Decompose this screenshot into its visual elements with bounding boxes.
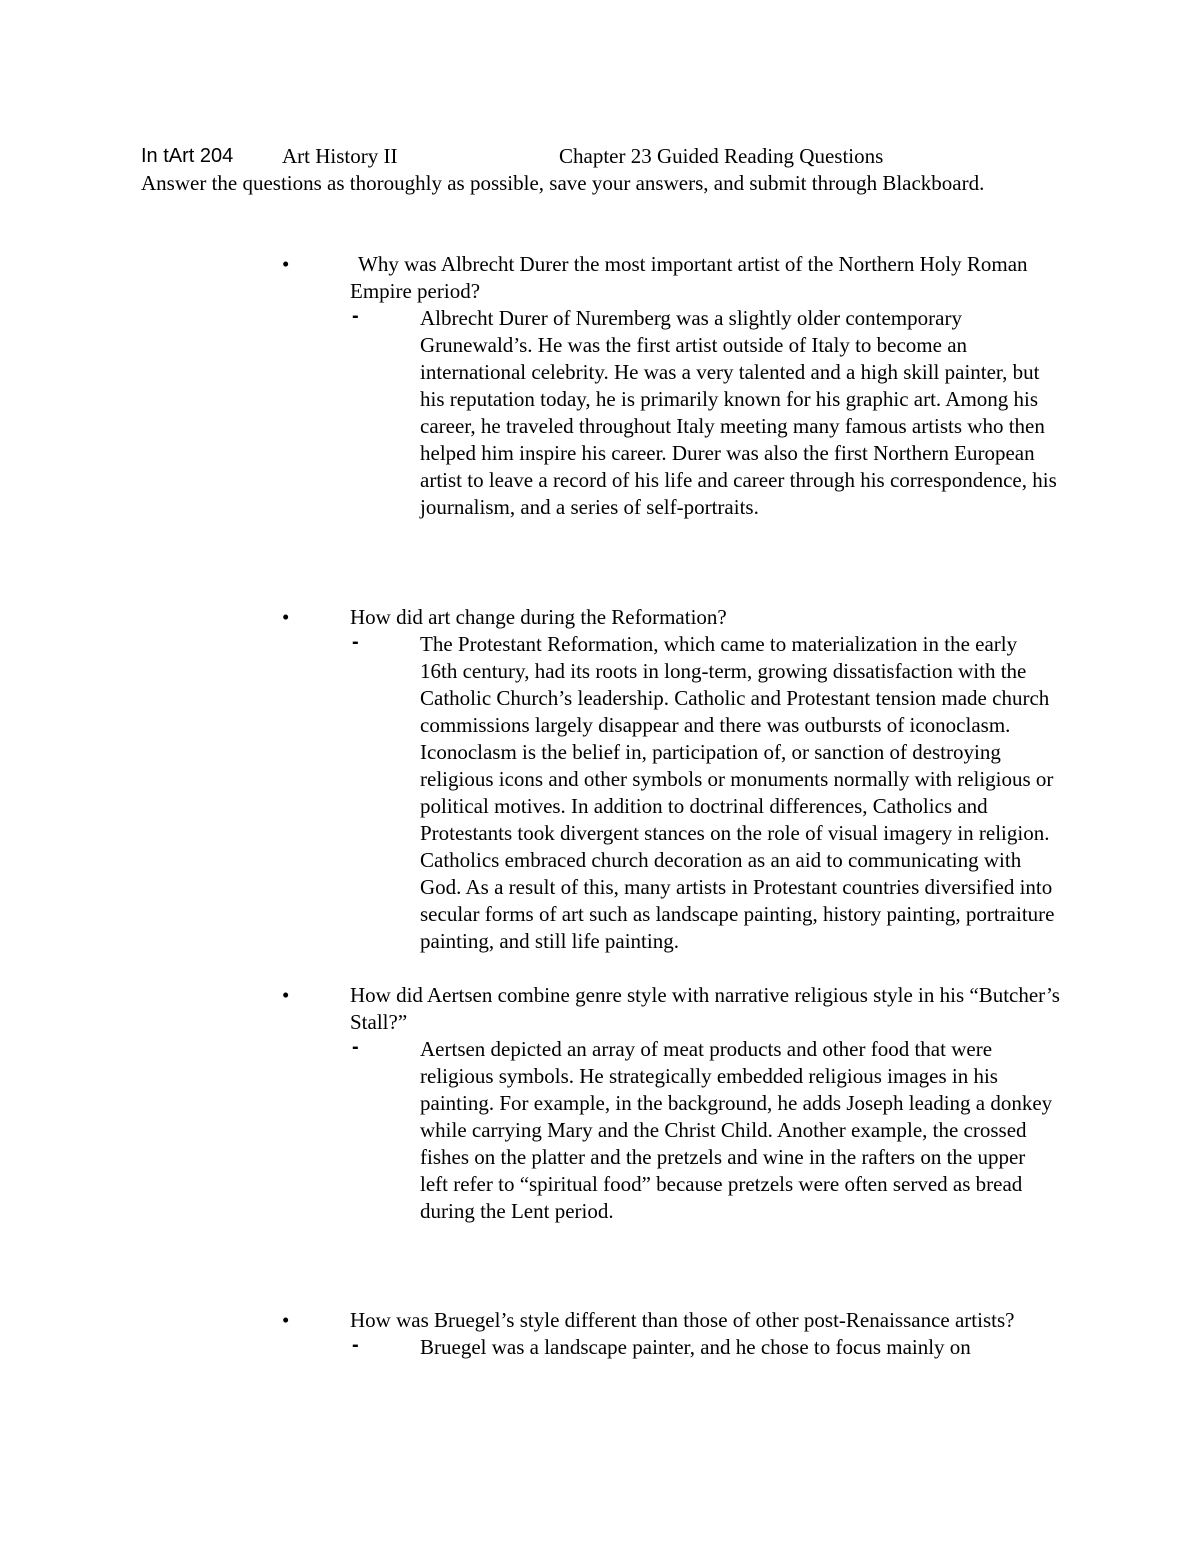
- bullet-icon: •: [282, 983, 290, 1007]
- answer-3: [282, 1036, 1057, 1225]
- dash-icon: -: [352, 631, 359, 653]
- answer-2: [282, 631, 1057, 955]
- question-text: How was Bruegel’s style different than those of other post-Renaissance artists?: [350, 1308, 1015, 1332]
- question-text: How did art change during the Reformation?: [350, 605, 727, 629]
- chapter-title: Chapter 23 Guided Reading Questions: [559, 144, 884, 168]
- question-4: [212, 1307, 1062, 1334]
- answer-4: [282, 1334, 1057, 1361]
- question-block-1: [212, 251, 1062, 521]
- answer-text: Albrecht Durer of Nuremberg was a slightly older contemporary Grunewald’s. He was the first artist outside of Italy to become an international celebrity. He was a very talented and a high skill painter, but his reputation today, he is primarily known for his graphic art. Among his career, he traveled throughout Italy meeting many famous artists who then helped him inspire his career. Durer was also the first Northern European artist to leave a record of his life and career through his correspondence, his journalism, and a series of self-portraits.: [420, 306, 1057, 519]
- header-line: [141, 143, 1021, 170]
- answer-1: [282, 305, 1057, 521]
- question-2: [212, 604, 1062, 631]
- answer-text: The Protestant Reformation, which came to materialization in the early 16th century, had its roots in long-term, growing dissatisfaction with the Catholic Church’s leadership. Catholic and Protestant tension made church commissions largely disappear and there was outbursts of iconoclasm. Iconoclasm is the belief in, participation of, or sanction of destroying religious icons and other symbols or monuments normally with religious or political motives. In addition to doctrinal differences, Catholics and Protestants took divergent stances on the role of visual imagery in religion. Catholics embraced church decoration as an aid to communicating with God. As a result of this, many artists in Protestant countries diversified into secular forms of art such as landscape painting, history painting, portraiture painting, and still life painting.: [420, 632, 1055, 953]
- dash-icon: -: [352, 1036, 359, 1058]
- question-1: [212, 251, 1062, 305]
- course-name: Art History II: [282, 144, 398, 168]
- question-block-3: [212, 982, 1062, 1225]
- bullet-icon: •: [282, 252, 290, 276]
- question-3: [212, 982, 1062, 1036]
- course-code: In tArt 204: [141, 145, 234, 167]
- bullet-icon: •: [282, 1308, 290, 1332]
- question-text: Why was Albrecht Durer the most important artist of the Northern Holy Roman Empire period?: [350, 252, 1028, 303]
- answer-text: Aertsen depicted an array of meat products and other food that were religious symbols. He strategically embedded religious images in his painting. For example, in the background, he adds Joseph leading a donkey while carrying Mary and the Christ Child. Another example, the crossed fishes on the platter and the pretzels and wine in the rafters on the upper left refer to “spiritual food” because pretzels were often served as bread during the Lent period.: [420, 1037, 1053, 1223]
- bullet-icon: •: [282, 605, 290, 629]
- question-text: How did Aertsen combine genre style with narrative religious style in his “Butcher’s Stall?”: [350, 983, 1060, 1034]
- dash-icon: -: [352, 305, 359, 327]
- answer-text: Bruegel was a landscape painter, and he chose to focus mainly on: [420, 1335, 971, 1359]
- instructions: Answer the questions as thoroughly as possible, save your answers, and submit through Blackboard.: [141, 171, 985, 195]
- dash-icon: -: [352, 1334, 359, 1356]
- question-block-2: [212, 604, 1062, 955]
- question-block-4: [212, 1307, 1062, 1361]
- document-header: [141, 143, 1021, 197]
